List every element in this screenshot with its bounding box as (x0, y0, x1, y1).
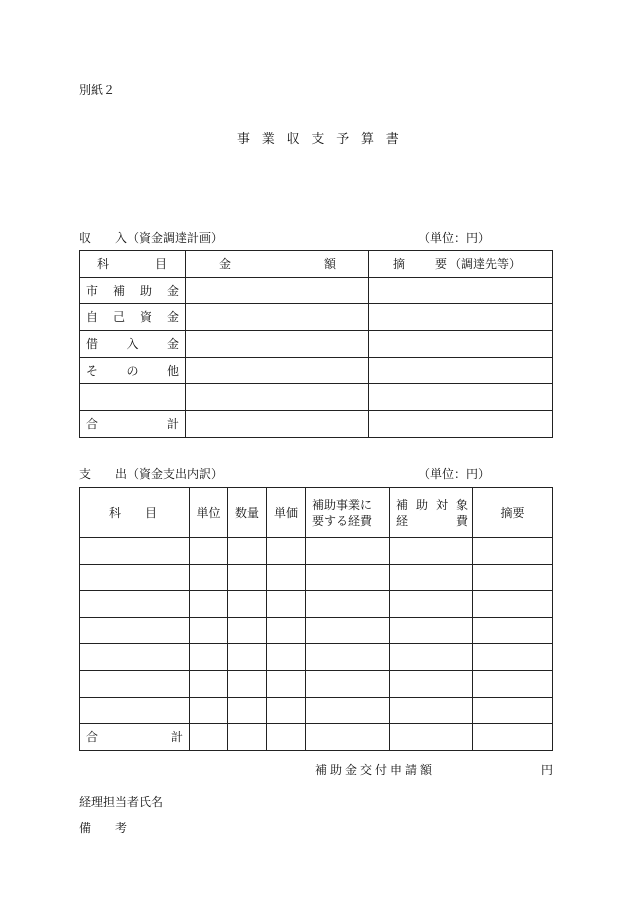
expenditure-row (80, 644, 553, 671)
income-item-cell: そ の 他 (80, 357, 186, 384)
expenditure-unit-price-cell (267, 564, 306, 591)
document-title: 事業収支予算書 (237, 132, 411, 147)
income-note-cell (369, 277, 553, 304)
income-header-note-sub: （調達先等） (449, 256, 522, 271)
income-unit-label: （単位：円） (418, 231, 491, 245)
income-note-cell (369, 331, 553, 358)
income-row (80, 411, 553, 438)
expenditure-unit-cell (190, 617, 228, 644)
expenditure-item-cell (80, 591, 190, 618)
income-item-cell (80, 384, 186, 411)
expenditure-unit-price-cell (267, 697, 306, 724)
expenditure-header-note: 摘要 (473, 488, 553, 538)
expenditure-project-cost-cell (306, 591, 390, 618)
income-row (80, 357, 553, 384)
income-amount-cell (186, 331, 369, 358)
expenditure-project-cost-cell (306, 670, 390, 697)
expenditure-eligible-cost-cell (390, 591, 473, 618)
application-amount-currency: 円 (541, 763, 554, 777)
expenditure-unit-cell (190, 564, 228, 591)
expenditure-header-project-cost-line2: 要する経費 (312, 513, 373, 528)
expenditure-item-cell (80, 538, 190, 565)
income-table (79, 250, 553, 438)
expenditure-unit-price-cell (267, 724, 306, 751)
expenditure-header-unit: 単位 (190, 488, 228, 538)
expenditure-eligible-cost-cell (390, 697, 473, 724)
application-amount-label: 補助金交付申請額 (315, 763, 436, 777)
expenditure-unit-cell (190, 724, 228, 751)
expenditure-eligible-cost-cell (390, 564, 473, 591)
expenditure-quantity-cell (228, 564, 267, 591)
expenditure-header-quantity: 数量 (228, 488, 267, 538)
income-note-cell (369, 357, 553, 384)
expenditure-note-cell (473, 697, 553, 724)
remarks-label: 備 考 (79, 821, 128, 835)
income-item-cell: 合 計 (80, 411, 186, 438)
expenditure-eligible-cost-cell (390, 670, 473, 697)
expenditure-project-cost-cell (306, 724, 390, 751)
income-row (80, 384, 553, 411)
expenditure-header-row (80, 488, 553, 538)
income-amount-cell (186, 411, 369, 438)
expenditure-note-cell (473, 670, 553, 697)
expenditure-eligible-cost-cell (390, 724, 473, 751)
income-item-cell: 借 入 金 (80, 331, 186, 358)
expenditure-item-cell (80, 697, 190, 724)
expenditure-header-eligible-cost-line1: 補 助 対 象 (396, 497, 468, 512)
income-amount-cell (186, 277, 369, 304)
income-amount-cell (186, 357, 369, 384)
expenditure-eligible-cost-cell (390, 617, 473, 644)
expenditure-item-cell (80, 670, 190, 697)
income-note-cell (369, 304, 553, 331)
expenditure-note-cell (473, 617, 553, 644)
income-note-cell (369, 384, 553, 411)
annex-label: 別紙２ (79, 83, 116, 97)
expenditure-project-cost-cell (306, 644, 390, 671)
expenditure-header-unit-price: 単価 (267, 488, 306, 538)
expenditure-unit-cell (190, 670, 228, 697)
expenditure-header-project-cost-line1: 補助事業に (312, 497, 373, 512)
expenditure-quantity-cell (228, 538, 267, 565)
expenditure-note-cell (473, 644, 553, 671)
expenditure-heading: 支 出（資金支出内訳） (79, 467, 224, 481)
income-header-note (369, 251, 553, 278)
income-amount-cell (186, 384, 369, 411)
expenditure-quantity-cell (228, 724, 267, 751)
expenditure-quantity-cell (228, 670, 267, 697)
expenditure-item-cell (80, 644, 190, 671)
income-amount-cell (186, 304, 369, 331)
expenditure-row (80, 591, 553, 618)
expenditure-table (79, 487, 553, 751)
expenditure-note-cell (473, 724, 553, 751)
accounting-officer-label: 経理担当者氏名 (79, 795, 164, 809)
expenditure-quantity-cell (228, 591, 267, 618)
expenditure-header-item: 科 目 (80, 488, 190, 538)
expenditure-item-cell (80, 564, 190, 591)
expenditure-note-cell (473, 591, 553, 618)
expenditure-eligible-cost-cell (390, 538, 473, 565)
expenditure-unit-cell (190, 644, 228, 671)
expenditure-quantity-cell (228, 617, 267, 644)
income-row (80, 331, 553, 358)
income-row (80, 304, 553, 331)
expenditure-quantity-cell (228, 697, 267, 724)
expenditure-project-cost-cell (306, 538, 390, 565)
income-header-item: 科 目 (80, 251, 186, 278)
expenditure-unit-cell (190, 538, 228, 565)
expenditure-row (80, 564, 553, 591)
expenditure-unit-price-cell (267, 617, 306, 644)
expenditure-quantity-cell (228, 644, 267, 671)
expenditure-row (80, 538, 553, 565)
expenditure-note-cell (473, 538, 553, 565)
income-row (80, 277, 553, 304)
expenditure-row (80, 670, 553, 697)
expenditure-project-cost-cell (306, 697, 390, 724)
income-item-cell: 自 己 資 金 (80, 304, 186, 331)
expenditure-unit-cell (190, 591, 228, 618)
expenditure-unit-label: （単位：円） (418, 467, 491, 481)
expenditure-header-eligible-cost (390, 488, 473, 538)
income-header-note-label: 摘 要 (393, 256, 450, 271)
income-item-cell: 市 補 助 金 (80, 277, 186, 304)
expenditure-eligible-cost-cell (390, 644, 473, 671)
expenditure-header-project-cost (306, 488, 390, 538)
expenditure-unit-price-cell (267, 591, 306, 618)
expenditure-row (80, 697, 553, 724)
expenditure-row (80, 617, 553, 644)
income-heading: 収 入（資金調達計画） (79, 231, 224, 245)
expenditure-header-eligible-cost-line2: 経 費 (396, 513, 468, 528)
expenditure-unit-price-cell (267, 538, 306, 565)
expenditure-row (80, 724, 553, 751)
income-note-cell (369, 411, 553, 438)
expenditure-unit-price-cell (267, 644, 306, 671)
income-header-row (80, 251, 553, 278)
expenditure-item-cell (80, 617, 190, 644)
expenditure-unit-price-cell (267, 670, 306, 697)
expenditure-unit-cell (190, 697, 228, 724)
income-header-amount: 金 額 (186, 251, 369, 278)
expenditure-item-cell: 合 計 (80, 724, 190, 751)
expenditure-note-cell (473, 564, 553, 591)
expenditure-project-cost-cell (306, 564, 390, 591)
expenditure-project-cost-cell (306, 617, 390, 644)
